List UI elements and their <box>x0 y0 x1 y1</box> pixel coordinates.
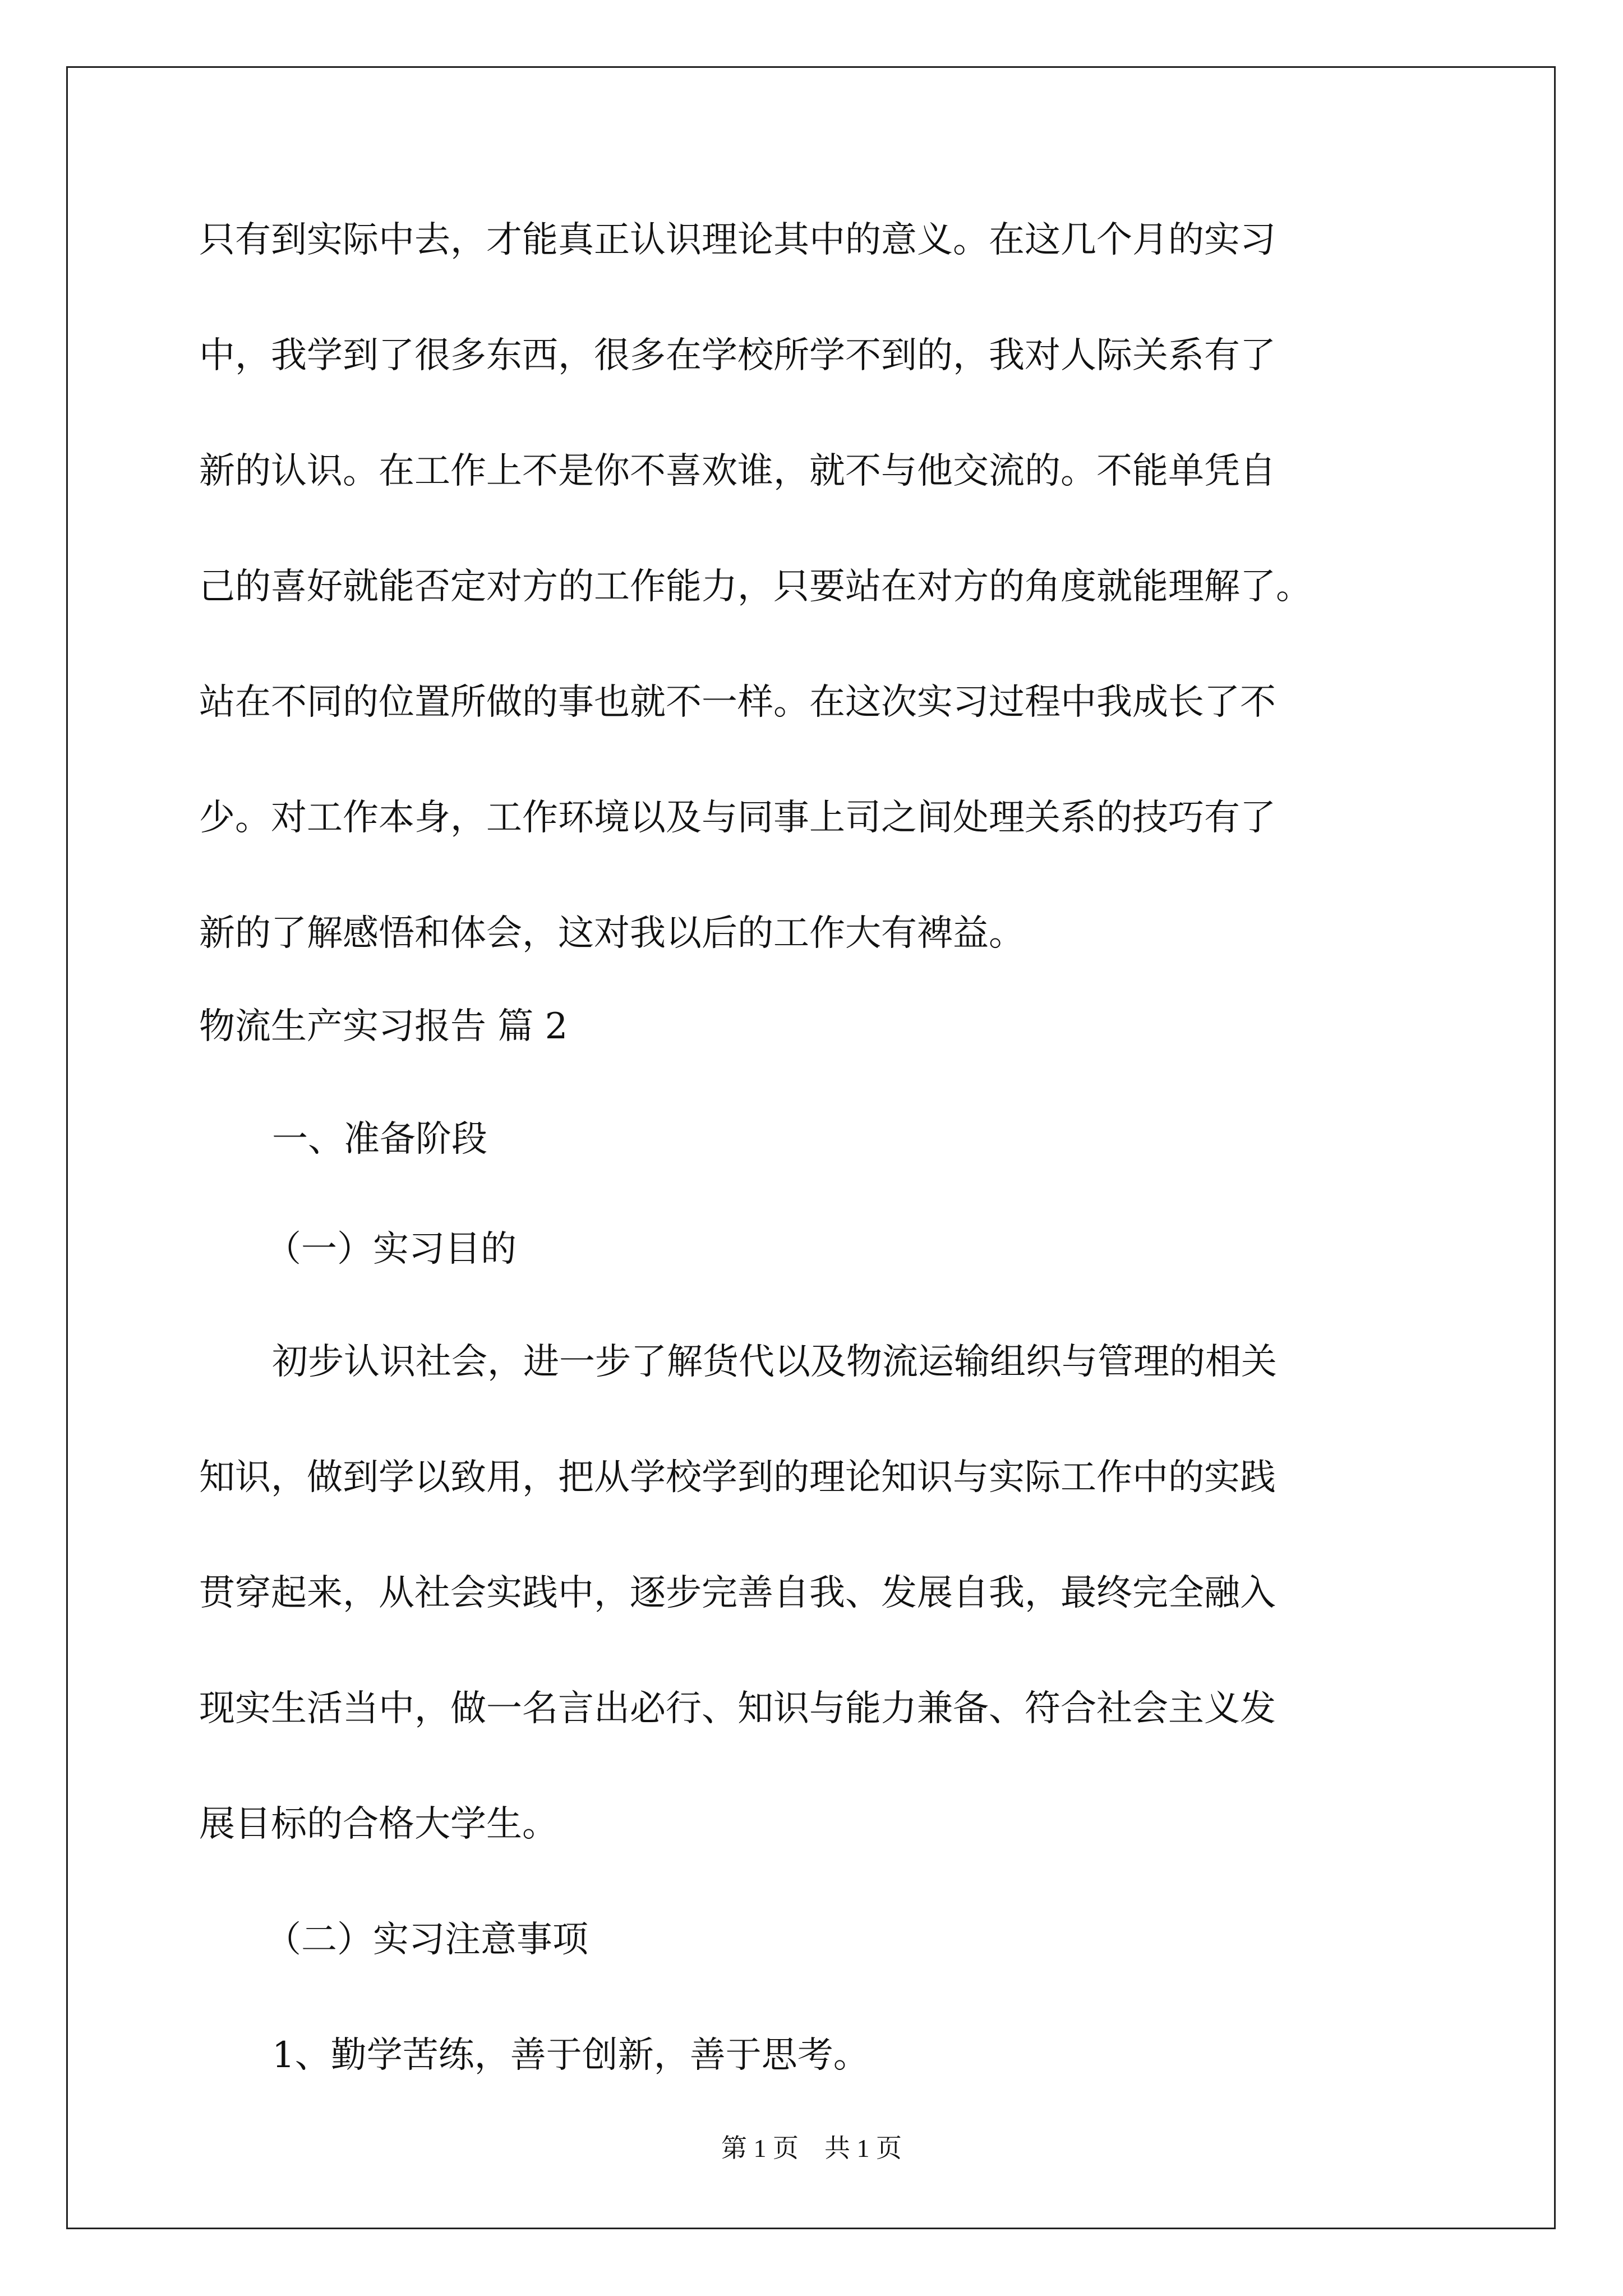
paragraph-line: 初步认识社会，进一步了解货代以及物流运输组织与管理的相关 <box>272 1341 1277 1383</box>
heading-objective: （一）实习目的 <box>265 1228 517 1270</box>
paragraph-line: 贯穿起来，从社会实践中，逐步完善自我、发展自我，最终完全融入 <box>199 1572 1276 1614</box>
paragraph-line: 站在不同的位置所做的事也就不一样。在这次实习过程中我成长了不 <box>199 682 1276 723</box>
document-body <box>199 213 1450 2082</box>
paragraph-1 <box>199 213 1450 960</box>
paragraph-line: 少。对工作本身，工作环境以及与同事上司之间处理关系的技巧有了 <box>199 797 1276 839</box>
paragraph-line: 新的了解感悟和体会，这对我以后的工作大有裨益。 <box>199 913 1025 954</box>
section-title: 物流生产实习报告 篇 2 <box>199 1006 568 1047</box>
paragraph-line: 己的喜好就能否定对方的工作能力，只要站在对方的角度就能理解了。 <box>199 566 1312 608</box>
paragraph-line: 只有到实际中去，才能真正认识理论其中的意义。在这几个月的实习 <box>199 219 1276 261</box>
paragraph-line: 现实生活当中，做一名言出必行、知识与能力兼备、符合社会主义发 <box>199 1688 1276 1729</box>
paragraph-2 <box>199 1335 1450 1851</box>
paragraph-line: 知识，做到学以致用，把从学校学到的理论知识与实际工作中的实践 <box>199 1457 1276 1498</box>
heading-preparation: 一、准备阶段 <box>272 1119 487 1160</box>
list-item-1: 1、勤学苦练，善于创新，善于思考。 <box>272 2035 869 2076</box>
paragraph-line: 新的认识。在工作上不是你不喜欢谁，就不与他交流的。不能单凭自 <box>199 450 1276 492</box>
heading-precautions: （二）实习注意事项 <box>265 1919 588 1961</box>
page-number: 第 1 页 共 1 页 <box>721 2134 902 2162</box>
paragraph-line: 展目标的合格大学生。 <box>199 1803 558 1845</box>
paragraph-line: 中，我学到了很多东西，很多在学校所学不到的，我对人际关系有了 <box>199 335 1276 376</box>
